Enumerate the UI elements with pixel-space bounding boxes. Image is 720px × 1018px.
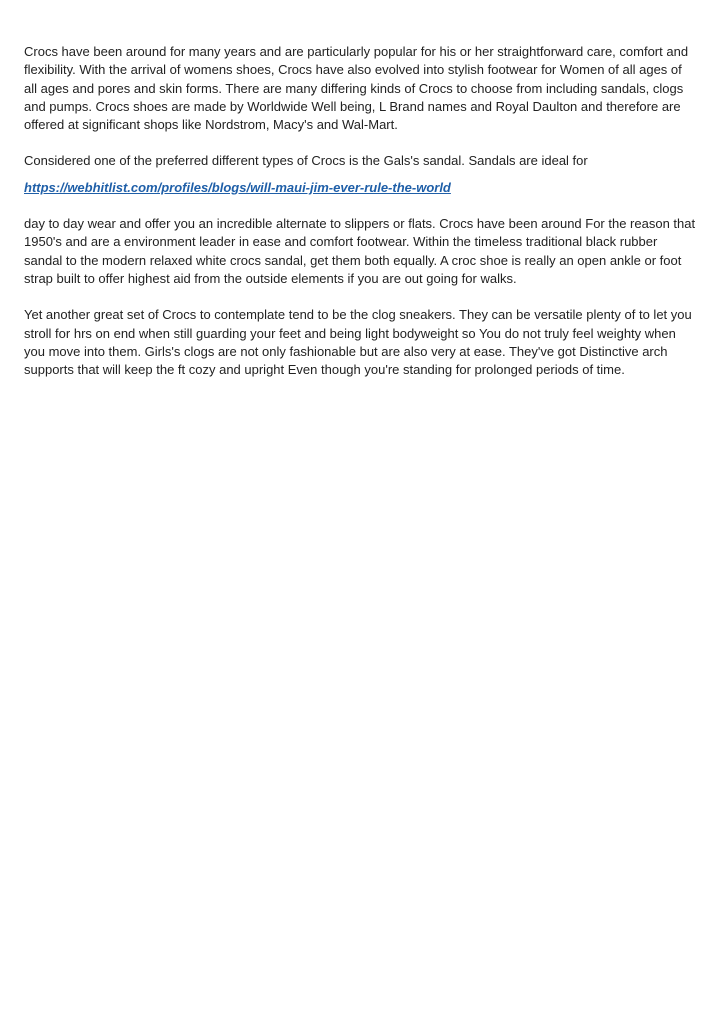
paragraph-sandal-intro: Considered one of the preferred different types of Crocs is the Gals's sandal. Sandals are ideal for — [24, 153, 588, 169]
paragraph-intro: Crocs have been around for many years and are particularly popular for his or her straightforward care, comfort and flexibility. With the arrival of womens shoes, Crocs have also evolved into stylish footwear for Women of all ages of all ages and pores and skin forms. There are many differing kinds of Crocs to choose from including sandals, clogs and pumps. Crocs shoes are made by Worldwide Well being, L Brand names and Royal Daulton and therefore are offered at significant shops like Nordstrom, Macy's and Wal-Mart. — [24, 44, 689, 133]
paragraph-clogs: Yet another great set of Crocs to contemplate tend to be the clog sneakers. They can be versatile plenty of to let you stroll for hrs on end when still guarding your feet and being light bodyweight so You do not truly feel weighty when you move into them. Girls's clogs are not only fashionable but are also very at ease. They've got Distinctive arch supports that will keep the ft cozy and upright Even though you're standing for prolonged periods of time. — [24, 307, 692, 378]
article-link[interactable]: https://webhitlist.com/profiles/blogs/will-maui-jim-ever-rule-the-world — [24, 179, 451, 195]
paragraph-sandal-details: day to day wear and offer you an incredible alternate to slippers or flats. Crocs have been around For the reason that 1950's and are a environment leader in ease and comfort footwear. Within the timeless traditional black rubber sandal to the modern relaxed white crocs sandal, get them both equally. A croc shoe is really an open ankle or foot strap built to offer highest aid from the outside elements if you are out going for walks. — [24, 216, 696, 286]
